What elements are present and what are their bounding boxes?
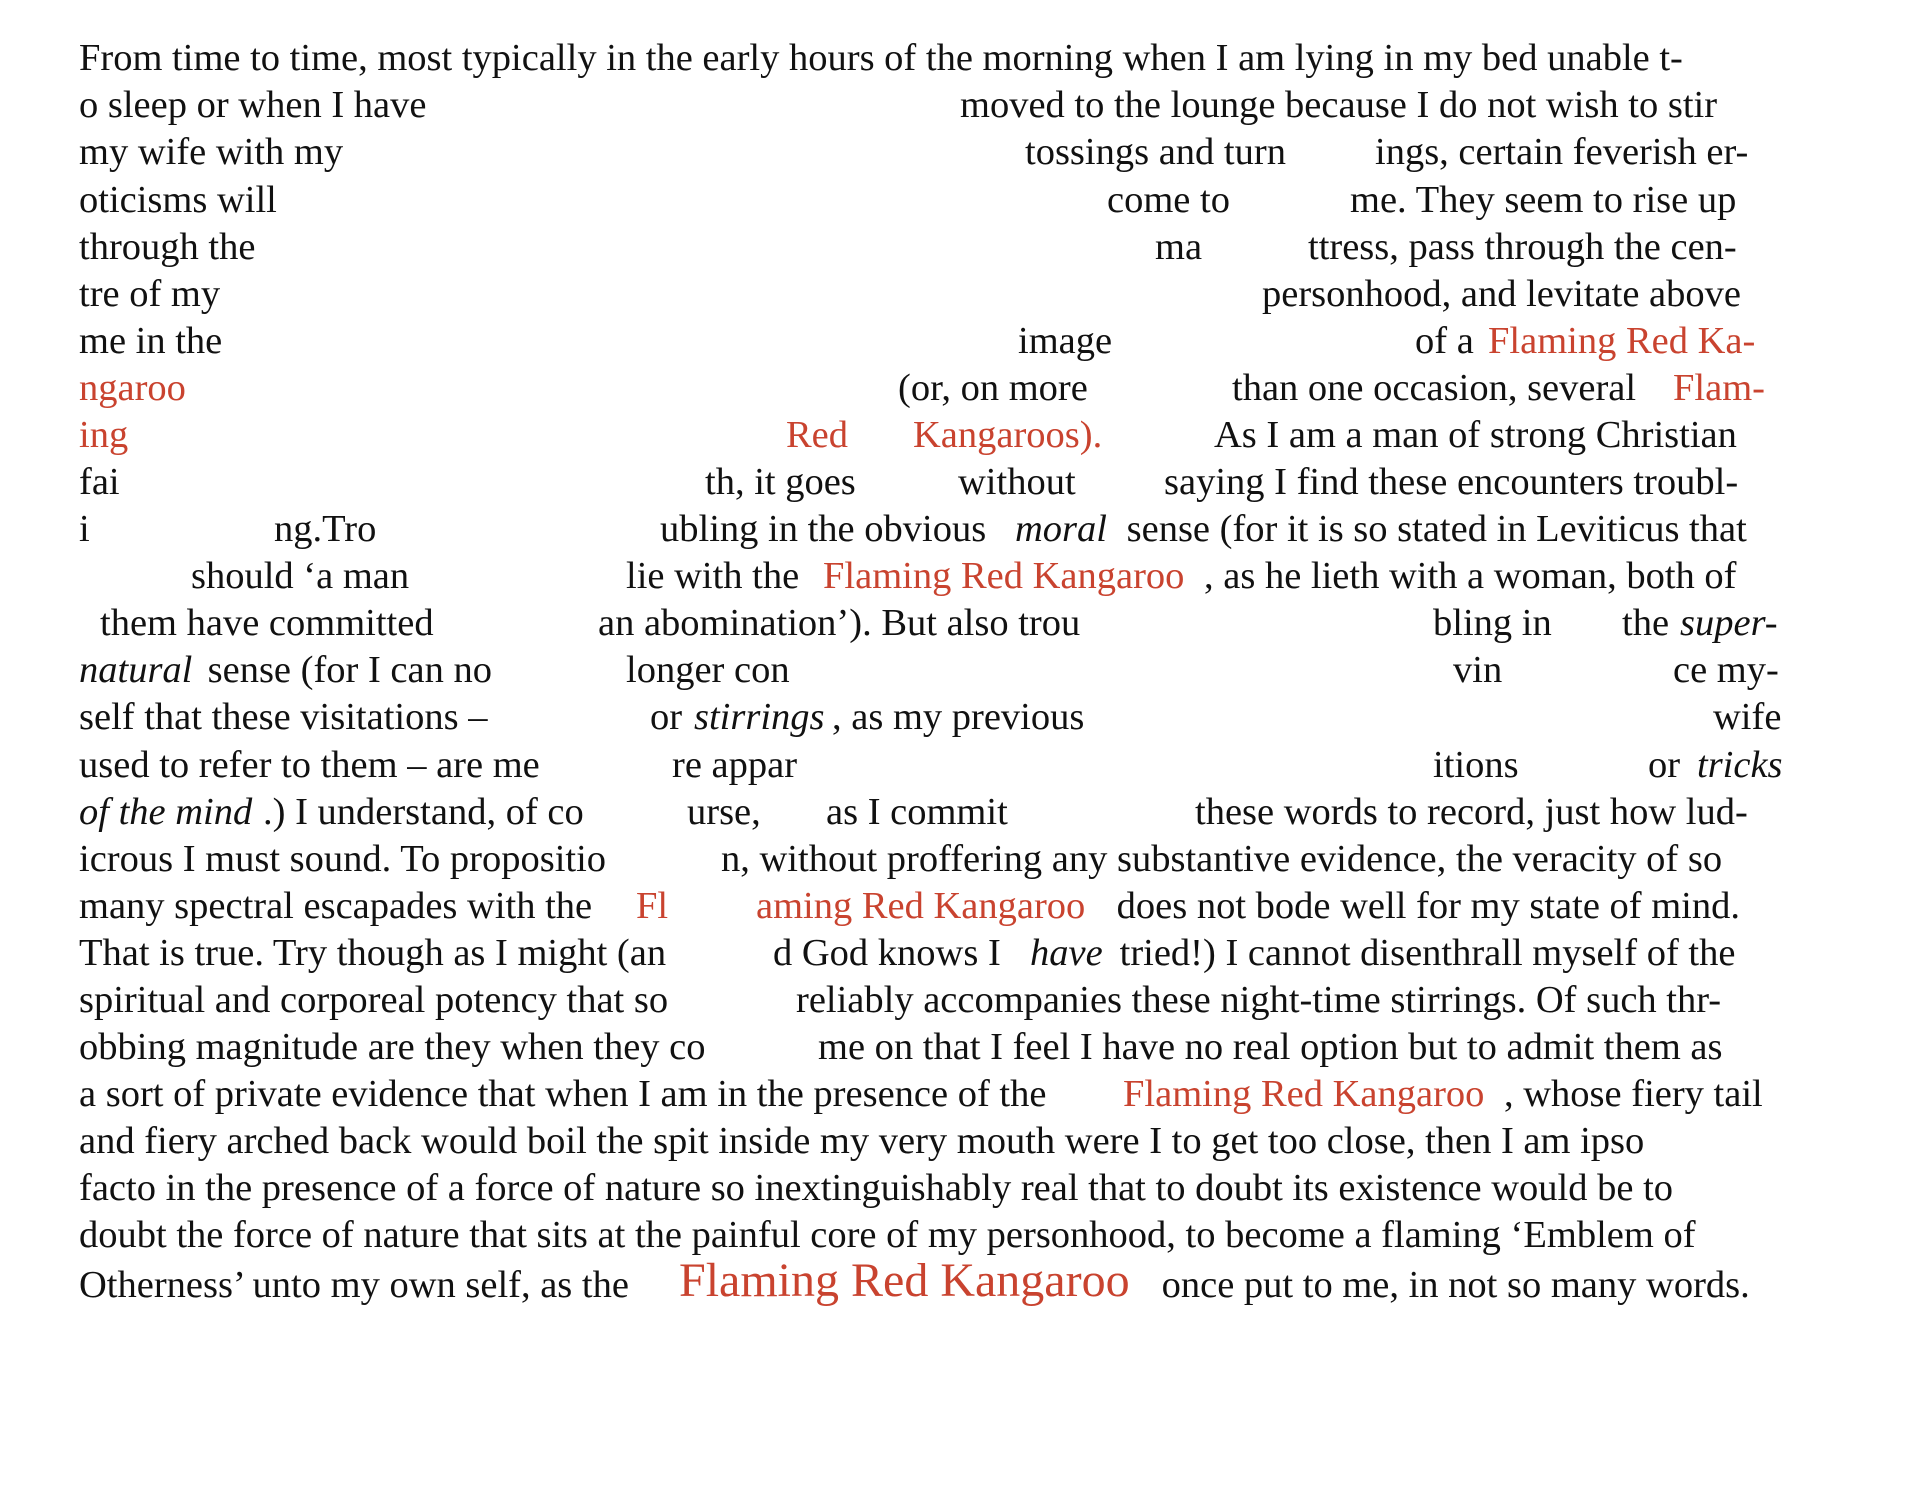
flaming-red-kangaroo-text: Flaming Red Kangaroo — [1123, 1073, 1485, 1115]
italic-text: natural — [79, 649, 193, 691]
text-segment: ings, certain feverish er- — [1375, 131, 1749, 173]
text-segment: should ‘a man — [191, 555, 410, 597]
text-line — [0, 787, 1920, 837]
text-line — [0, 1116, 1920, 1166]
text-segment: a sort of private evidence that when I am in the presence of the — [79, 1073, 1057, 1115]
text-line — [0, 410, 1920, 460]
flaming-red-kangaroo-text: aming Red Kangaroo — [756, 885, 1086, 927]
italic-text: moral — [1015, 508, 1107, 550]
text-segment: ng.Tro — [274, 508, 377, 550]
text-segment: lie with the — [626, 555, 809, 597]
text-segment: them have committed — [100, 602, 434, 644]
text-segment: facto in the presence of a force of nature so inextinguishably real that to doubt its existence would be to — [79, 1167, 1674, 1209]
text-segment: , whose fiery tail — [1504, 1073, 1763, 1115]
text-segment: fai — [79, 461, 120, 503]
text-line — [0, 834, 1920, 884]
text-segment: my wife with my — [79, 131, 344, 173]
text-line — [0, 269, 1920, 319]
flaming-red-kangaroo-text: Flaming Red Ka- — [1488, 320, 1756, 362]
text-line — [0, 1022, 1920, 1072]
text-segment: image — [1018, 320, 1113, 362]
text-line — [0, 740, 1920, 790]
text-segment: the — [1622, 602, 1679, 644]
text-line — [0, 504, 1920, 554]
text-segment: ttress, pass through the cen- — [1308, 226, 1737, 268]
text-segment: n, without proffering any substantive evidence, the veracity of so — [721, 838, 1723, 880]
text-segment: wife — [1713, 696, 1782, 738]
text-segment: ma — [1155, 226, 1203, 268]
text-segment: and fiery arched back would boil the spit inside my very mouth were I to get too close, then I am ipso — [79, 1120, 1645, 1162]
text-segment: icrous I must sound. To propositio — [79, 838, 607, 880]
text-segment: tossings and turn — [1025, 131, 1286, 173]
text-segment: ce my- — [1673, 649, 1779, 691]
text-segment: of a — [1415, 320, 1484, 362]
text-segment: Otherness’ unto my own self, as the — [79, 1264, 639, 1306]
text-segment: , as he lieth with a woman, both of — [1204, 555, 1737, 597]
text-line — [0, 457, 1920, 507]
text-segment: th, it goes — [705, 461, 856, 503]
text-line — [0, 316, 1920, 366]
text-segment: self that these visitations – — [79, 696, 488, 738]
flaming-red-kangaroo-large-text: Flaming Red Kangaroo — [679, 1254, 1130, 1307]
text-segment: doubt the force of nature that sits at the painful core of my personhood, to become a flaming ‘Emblem of — [79, 1214, 1696, 1256]
italic-text: tricks — [1697, 744, 1783, 786]
text-segment: itions — [1433, 744, 1519, 786]
italic-text: stirrings — [694, 696, 825, 738]
text-line — [0, 1069, 1920, 1119]
text-segment: many spectral escapades with the — [79, 885, 602, 927]
text-segment: obbing magnitude are they when they co — [79, 1026, 706, 1068]
text-segment: me in the — [79, 320, 223, 362]
text-segment: does not bode well for my state of mind. — [1107, 885, 1740, 927]
italic-text: super- — [1680, 602, 1778, 644]
text-line — [0, 551, 1920, 601]
text-segment: as I commit — [826, 791, 1008, 833]
text-segment: sense (for I can no — [198, 649, 492, 691]
text-segment: me. They seem to rise up — [1350, 179, 1737, 221]
flaming-red-kangaroo-text: Flam- — [1673, 367, 1765, 409]
text-segment: re appar — [672, 744, 798, 786]
text-segment: .) I understand, of co — [263, 791, 584, 833]
text-line — [0, 881, 1920, 931]
text-segment: That is true. Try though as I might (an — [79, 932, 667, 974]
text-segment: moved to the lounge because I do not wish to stir — [960, 84, 1718, 126]
text-line — [0, 692, 1920, 742]
text-segment: spiritual and corporeal potency that so — [79, 979, 669, 1021]
text-segment: than one occasion, several — [1232, 367, 1646, 409]
text-segment: or — [1648, 744, 1690, 786]
text-segment: tre of my — [79, 273, 221, 315]
text-line — [0, 33, 1920, 83]
text-segment: reliably accompanies these night-time stirrings. Of such thr- — [796, 979, 1722, 1021]
text-segment: or — [650, 696, 692, 738]
text-segment: come to — [1107, 179, 1230, 221]
text-line — [0, 975, 1920, 1025]
text-line — [0, 363, 1920, 413]
text-segment: vin — [1453, 649, 1503, 691]
text-segment: me on that I feel I have no real option but to admit them as — [818, 1026, 1723, 1068]
text-segment: urse, — [687, 791, 761, 833]
text-segment: As I am a man of strong Christian — [1214, 414, 1737, 456]
text-segment: these words to record, just how lud- — [1195, 791, 1748, 833]
text-line — [0, 1210, 1920, 1260]
text-segment: , as my previous — [832, 696, 1085, 738]
text-line — [0, 928, 1920, 978]
flaming-red-kangaroo-text: Fl — [636, 885, 669, 927]
text-line — [0, 1254, 1920, 1310]
text-segment: without — [958, 461, 1076, 503]
text-segment: o sleep or when I have — [79, 84, 427, 126]
text-line — [0, 80, 1920, 130]
text-line — [0, 127, 1920, 177]
italic-text: have — [1030, 932, 1103, 974]
text-segment: i — [79, 508, 90, 550]
text-line — [0, 645, 1920, 695]
text-segment: an abomination’). But also trou — [598, 602, 1081, 644]
text-segment: sense (for it is so stated in Leviticus that — [1117, 508, 1747, 550]
text-segment: bling in — [1433, 602, 1552, 644]
text-segment: oticisms will — [79, 179, 277, 221]
text-line — [0, 175, 1920, 225]
text-segment: ubling in the obvious — [660, 508, 996, 550]
text-segment: once put to me, in not so many words. — [1152, 1264, 1750, 1306]
text-segment: personhood, and levitate above — [1262, 273, 1741, 315]
flaming-red-kangaroo-text: Kangaroos). — [913, 414, 1103, 456]
text-line — [0, 222, 1920, 272]
flaming-red-kangaroo-text: ing — [79, 414, 129, 456]
italic-text: of the mind — [79, 791, 253, 833]
text-segment: used to refer to them – are me — [79, 744, 540, 786]
text-segment: tried!) I cannot disenthrall myself of the — [1110, 932, 1736, 974]
text-segment: From time to time, most typically in the early hours of the morning when I am lying in my bed unable t- — [79, 37, 1683, 79]
text-segment: d God knows I — [773, 932, 1011, 974]
text-segment: longer con — [626, 649, 790, 691]
text-segment: saying I find these encounters troubl- — [1164, 461, 1739, 503]
flaming-red-kangaroo-text: Flaming Red Kangaroo — [823, 555, 1185, 597]
text-segment: through the — [79, 226, 256, 268]
text-line — [0, 1163, 1920, 1213]
flaming-red-kangaroo-text: Red — [786, 414, 849, 456]
text-segment: (or, on more — [898, 367, 1088, 409]
text-line — [0, 598, 1920, 648]
flaming-red-kangaroo-text: ngaroo — [79, 367, 186, 409]
